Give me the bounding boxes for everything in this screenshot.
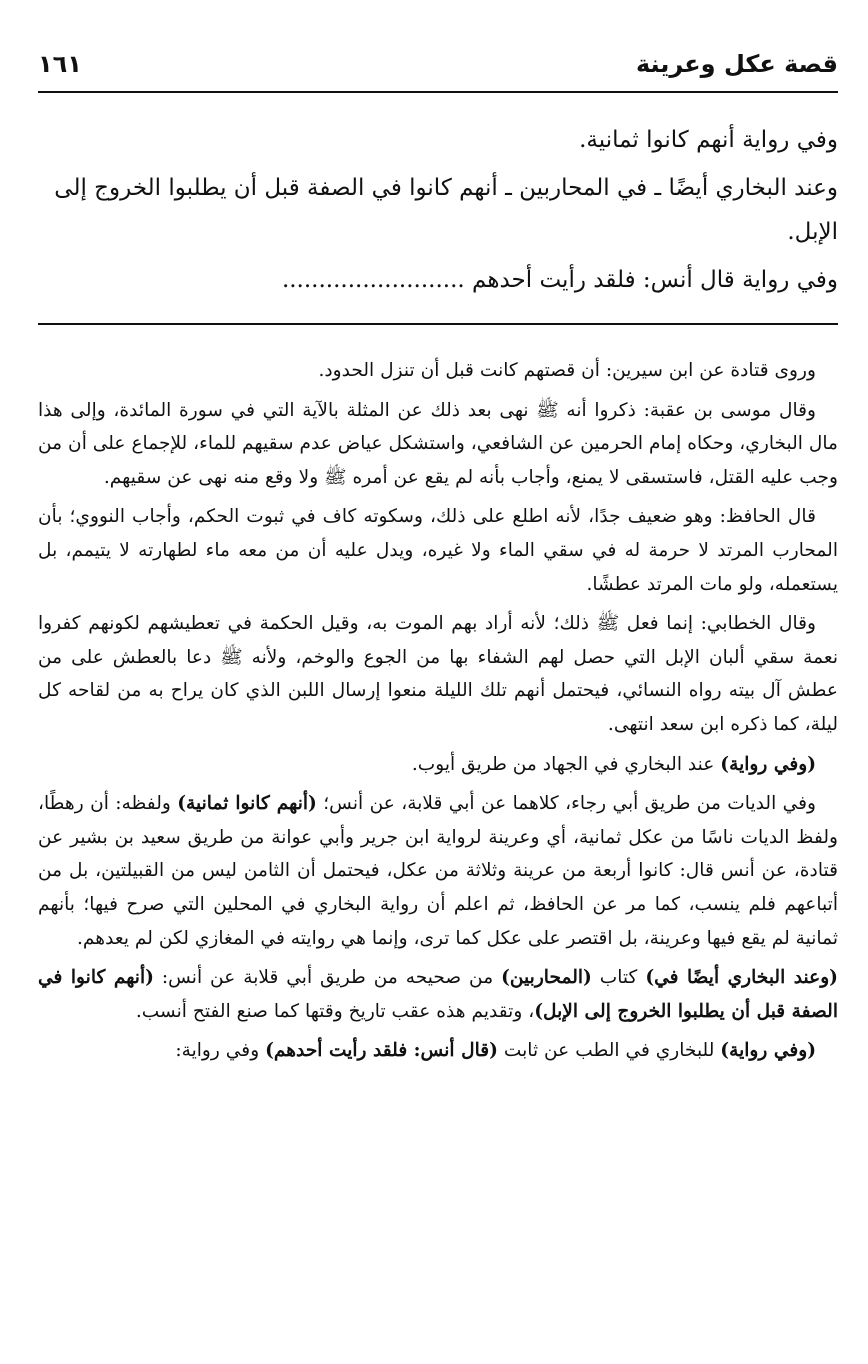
page-number: ١٦١ bbox=[38, 50, 82, 78]
matn-line: وعند البخاري أيضًا ـ في المحاربين ـ أنهم كانوا في الصفة قبل أن يطلبوا الخروج إلى الإبل. bbox=[54, 175, 838, 245]
quoted-matn: (وفي رواية) bbox=[720, 753, 816, 775]
commentary-paragraph: (وفي رواية) للبخاري في الطب عن ثابت (قال أنس: فلقد رأيت أحدهم) وفي رواية: bbox=[175, 1040, 816, 1062]
quoted-matn: (قال أنس: فلقد رأيت أحدهم) bbox=[265, 1040, 498, 1062]
commentary-paragraph: قال الحافظ: وهو ضعيف جدًا، لأنه اطلع على ذلك، وسكوته كاف في ثبوت الحكم، وأجاب النووي؛ بأن المحارب المرتد لا حرمة له في سقي الماء ولا غيره، ويدل عليه أن من معه ماء لطهارته لا يتيمم، بل يستعمله، ولو مات المرتد عطشًا. bbox=[38, 506, 838, 595]
commentary-paragraph: وفي الديات من طريق أبي رجاء، كلاهما عن أبي قلابة، عن أنس؛ (أنهم كانوا ثمانية) ولفظه: أن رهطًا، ولفظ الديات ناسًا من عكل ثمانية، أي وعرينة لرواية ابن جرير وأبي عوانة من طريق سعيد بن بشير عن قتادة، عن أنس قال: كانوا أربعة من عرينة وثلاثة من عكل، فيحتمل أن الثامن ليس من القبيلتين، بل من أتباعهم فلم ينسب، كما مر عن الحافظ، ثم اعلم أن رواية البخاري في المحلين التي صرح فيها؛ بأنهم ثمانية لم يقع فيها وعرينة، بل اقتصر على عكل كما ترى، وإنما هي روايته في المغازي لكن لم يعدهم. bbox=[38, 793, 838, 949]
commentary-paragraph: وقال موسى بن عقبة: ذكروا أنه ﷺ نهى بعد ذلك عن المثلة بالآية التي في سورة المائدة، وإلى هذا مال البخاري، وحكاه إمام الحرمين عن الشافعي، واستشكل عياض عدم سقيهم للماء، للإجماع على أن من وجب عليه القتل، فاستسقى لا يمنع، وأجاب بأنه لم يقع عن أمره ﷺ ولا وقع منه نهى عن سقيهم. bbox=[38, 399, 838, 488]
matn-text bbox=[38, 118, 838, 306]
page-header bbox=[38, 46, 838, 88]
commentary-paragraph: وقال الخطابي: إنما فعل ﷺ ذلك؛ لأنه أراد بهم الموت به، وقيل الحكمة في تعطيشهم لكونهم كفروا نعمة سقي ألبان الإبل التي حصل لهم الشفاء بها من الجوع والوخم، ولأنه ﷺ دعا بالعطش على من عطش آل بيته رواه النسائي، فيحتمل أنهم تلك الليلة منعوا إرسال اللبن الذي كان يراح به من لقاحه كل ليلة، كما ذكره ابن سعد انتهى. bbox=[38, 613, 838, 735]
quoted-matn: (وفي رواية) bbox=[720, 1040, 816, 1062]
commentary-text bbox=[38, 354, 838, 1074]
quoted-matn: (أنهم كانوا ثمانية) bbox=[177, 793, 317, 815]
commentary-paragraph: وروى قتادة عن ابن سيرين: أن قصتهم كانت قبل أن تنزل الحدود. bbox=[318, 360, 816, 381]
matn-line: وفي رواية قال أنس: فلقد رأيت أحدهم ......................... bbox=[281, 267, 838, 293]
quoted-matn: (المحاربين) bbox=[501, 967, 592, 989]
header-rule bbox=[38, 91, 838, 93]
matn-line: وفي رواية أنهم كانوا ثمانية. bbox=[579, 127, 838, 153]
quoted-matn: (وعند البخاري أيضًا في) bbox=[645, 967, 838, 989]
quoted-matn: (أنهم كانوا في الصفة قبل أن يطلبوا الخروج إلى الإبل) bbox=[38, 967, 838, 1022]
running-title: قصة عكل وعرينة bbox=[635, 50, 838, 78]
commentary-paragraph: (وعند البخاري أيضًا في) كتاب (المحاربين) من صحيحه من طريق أبي قلابة عن أنس: (أنهم كانوا في الصفة قبل أن يطلبوا الخروج إلى الإبل)، وتقديم هذه عقب تاريخ وقتها كما صنع الفتح أنسب. bbox=[38, 967, 838, 1022]
commentary-paragraph: (وفي رواية) عند البخاري في الجهاد من طريق أيوب. bbox=[411, 753, 816, 775]
section-divider bbox=[38, 323, 838, 325]
